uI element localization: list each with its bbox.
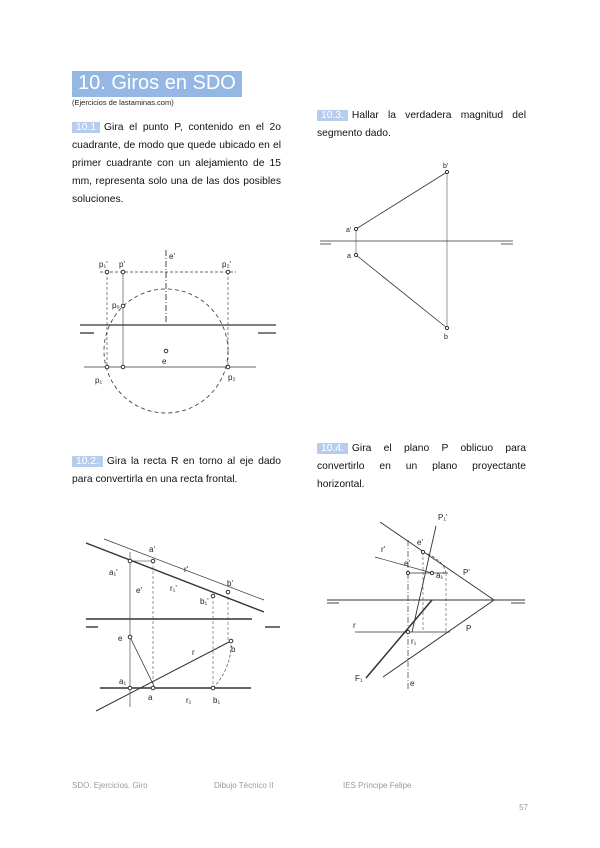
point bbox=[121, 365, 125, 369]
point bbox=[211, 594, 215, 598]
label: b bbox=[444, 334, 448, 341]
label: r₁' bbox=[170, 584, 177, 593]
label: r₁ bbox=[186, 696, 192, 705]
label: b₁' bbox=[200, 597, 209, 606]
point bbox=[354, 253, 357, 256]
label: r bbox=[192, 648, 195, 657]
label: e' bbox=[417, 538, 423, 547]
label: b' bbox=[227, 579, 233, 588]
line-r-prime bbox=[86, 543, 264, 612]
trace-P1-prime bbox=[412, 526, 436, 632]
label: b bbox=[231, 645, 236, 654]
label: a bbox=[148, 693, 153, 702]
label: r bbox=[353, 621, 356, 630]
figure-10-3 bbox=[320, 170, 513, 329]
label: p₁' bbox=[99, 260, 108, 269]
figure-10-2 bbox=[86, 539, 280, 711]
segment-elevation bbox=[356, 172, 447, 229]
label: b₁ bbox=[213, 696, 221, 705]
label: a₁' bbox=[436, 571, 445, 580]
label: a' bbox=[149, 545, 155, 554]
point bbox=[226, 590, 230, 594]
label: e bbox=[162, 357, 167, 366]
label: a₁ bbox=[119, 677, 127, 686]
point bbox=[128, 635, 132, 639]
point bbox=[354, 227, 357, 230]
label: e' bbox=[136, 586, 142, 595]
radius-line bbox=[130, 637, 155, 688]
footer-left: SDO. Ejercicios. Giro bbox=[72, 781, 148, 790]
point bbox=[445, 326, 448, 329]
point bbox=[211, 686, 215, 690]
label: F₁ bbox=[355, 674, 363, 683]
label: r' bbox=[381, 545, 386, 554]
line-r bbox=[96, 641, 231, 711]
label: p₂ bbox=[228, 373, 236, 382]
label: b' bbox=[443, 163, 449, 170]
label: p₁ bbox=[95, 376, 103, 385]
exercise-number: 10.4. bbox=[317, 443, 348, 454]
point bbox=[105, 365, 109, 369]
point bbox=[164, 349, 168, 353]
label: e' bbox=[169, 252, 175, 261]
label: pₒ bbox=[112, 301, 120, 310]
figure-10-1 bbox=[80, 250, 276, 413]
rotation-arc bbox=[213, 641, 231, 688]
exercise-number: 10.2. bbox=[72, 456, 103, 467]
exercise-text: Gira el punto P, contenido en el 2o cuadrante, de modo que quede ubicado en el primer cuadrante con un alejamiento de 15 mm, representa solo una de las dos posibles soluciones. bbox=[72, 122, 281, 205]
point bbox=[406, 571, 409, 574]
footer-right: IES Príncipe Felipe bbox=[343, 781, 412, 790]
point bbox=[445, 170, 448, 173]
label: e' bbox=[404, 559, 410, 568]
exercise-text: Gira la recta R en torno al eje dado para convertirla en una recta frontal. bbox=[72, 456, 281, 485]
label: p' bbox=[119, 260, 125, 269]
point bbox=[151, 559, 155, 563]
point bbox=[128, 559, 132, 563]
label: P bbox=[466, 624, 472, 633]
figure-10-4 bbox=[327, 522, 525, 690]
point bbox=[226, 365, 230, 369]
trace-P-prime bbox=[380, 522, 494, 600]
label: a bbox=[347, 253, 351, 260]
label: e bbox=[410, 679, 415, 688]
point bbox=[421, 550, 424, 553]
point bbox=[121, 270, 125, 274]
point bbox=[128, 686, 132, 690]
label: e bbox=[118, 634, 123, 643]
exercise-text: Hallar la verdadera magnitud del segmento dado. bbox=[317, 110, 526, 139]
footer-center: Dibujo Técnico II bbox=[214, 781, 274, 790]
point bbox=[430, 571, 433, 574]
label: r' bbox=[184, 565, 189, 574]
exercise-text: Gira el plano P oblicuo para convertirlo en un plano proyectante horizontal. bbox=[317, 443, 526, 490]
point bbox=[105, 270, 109, 274]
exercise-number: 10.3. bbox=[317, 110, 348, 121]
point bbox=[229, 639, 233, 643]
label: a' bbox=[346, 227, 352, 234]
page-subtitle: (Ejercicios de lastaminas.com) bbox=[72, 98, 174, 107]
point bbox=[406, 630, 409, 633]
point bbox=[121, 304, 125, 308]
point bbox=[226, 270, 230, 274]
label: P₁' bbox=[438, 513, 448, 522]
label: r₁ bbox=[411, 637, 417, 646]
label: P' bbox=[463, 568, 470, 577]
exercise-number: 10.1 bbox=[72, 122, 100, 133]
label: a₁' bbox=[109, 568, 118, 577]
point bbox=[151, 686, 155, 690]
page-title: 10. Giros en SDO bbox=[72, 71, 242, 97]
page-number: 57 bbox=[519, 803, 528, 812]
segment-plan bbox=[356, 255, 447, 328]
label: p₂' bbox=[222, 260, 232, 269]
